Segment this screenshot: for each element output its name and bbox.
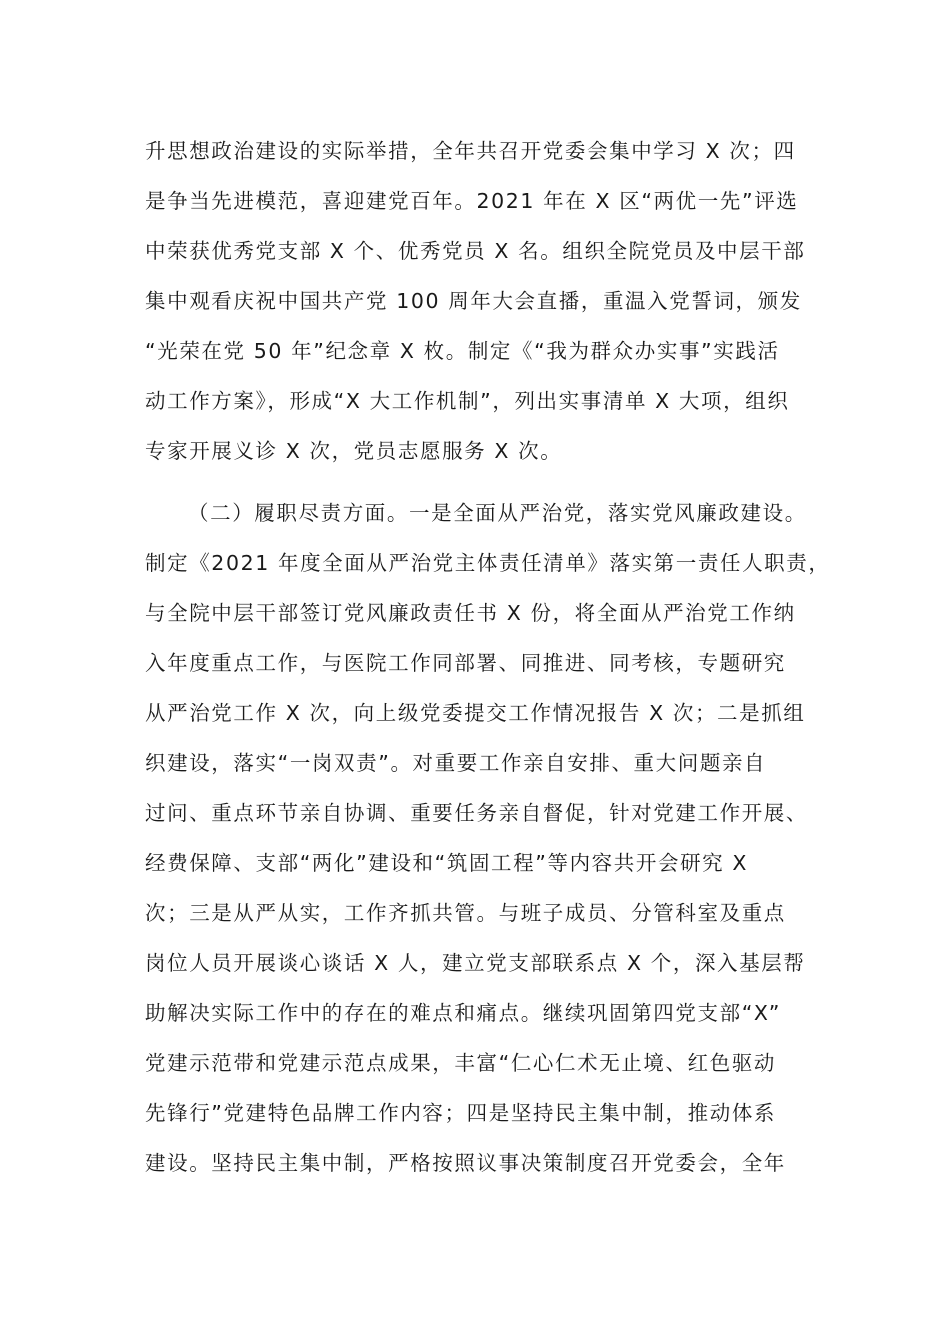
text-line: 先锋行”党建特色品牌工作内容；四是坚持民主集中制，推动体系 — [145, 1101, 777, 1125]
text-line: 与全院中层干部签订党风廉政责任书 X 份，将全面从严治党工作纳 — [145, 601, 796, 625]
text-line: 经费保障、支部“两化”建设和“筑固工程”等内容共开会研究 X — [145, 851, 749, 875]
text-line: 次；三是从严从实，工作齐抓共管。与班子成员、分管科室及重点 — [145, 901, 786, 925]
text-line: “光荣在党 50 年”纪念章 X 枚。制定《“我为群众办实事”实践活 — [145, 339, 780, 363]
text-line: 制定《2021 年度全面从严治党主体责任清单》落实第一责任人职责， — [145, 551, 831, 575]
text-line: 专家开展义诊 X 次，党员志愿服务 X 次。 — [145, 439, 563, 463]
text-line: 入年度重点工作，与医院工作同部署、同推进、同考核，专题研究 — [145, 651, 786, 675]
text-line: 党建示范带和党建示范点成果，丰富“仁心仁术无止境、红色驱动 — [145, 1051, 777, 1075]
text-line: 是争当先进模范，喜迎建党百年。2021 年在 X 区“两优一先”评选 — [145, 189, 799, 213]
text-line: 过问、重点环节亲自协调、重要任务亲自督促，针对党建工作开展、 — [145, 801, 808, 825]
text-line: 升思想政治建设的实际举措，全年共召开党委会集中学习 X 次；四 — [145, 139, 796, 163]
text-line: 集中观看庆祝中国共产党 100 周年大会直播，重温入党誓词，颁发 — [145, 289, 802, 313]
section-heading-line: （二）履职尽责方面。一是全面从严治党，落实党风廉政建设。 — [188, 501, 807, 525]
text-line: 从严治党工作 X 次，向上级党委提交工作情况报告 X 次；二是抓组 — [145, 701, 806, 725]
text-line: 中荣获优秀党支部 X 个、优秀党员 X 名。组织全院党员及中层干部 — [145, 239, 806, 263]
text-line: 岗位人员开展谈心谈话 X 人，建立党支部联系点 X 个，深入基层帮 — [145, 951, 806, 975]
text-line: 助解决实际工作中的存在的难点和痛点。继续巩固第四党支部“X” — [145, 1001, 781, 1025]
text-line: 织建设，落实“一岗双责”。对重要工作亲自安排、重大问题亲自 — [145, 751, 767, 775]
text-line: 动工作方案》，形成“X 大工作机制”，列出实事清单 X 大项，组织 — [145, 389, 790, 413]
text-line: 建设。坚持民主集中制，严格按照议事决策制度召开党委会，全年 — [145, 1151, 786, 1175]
